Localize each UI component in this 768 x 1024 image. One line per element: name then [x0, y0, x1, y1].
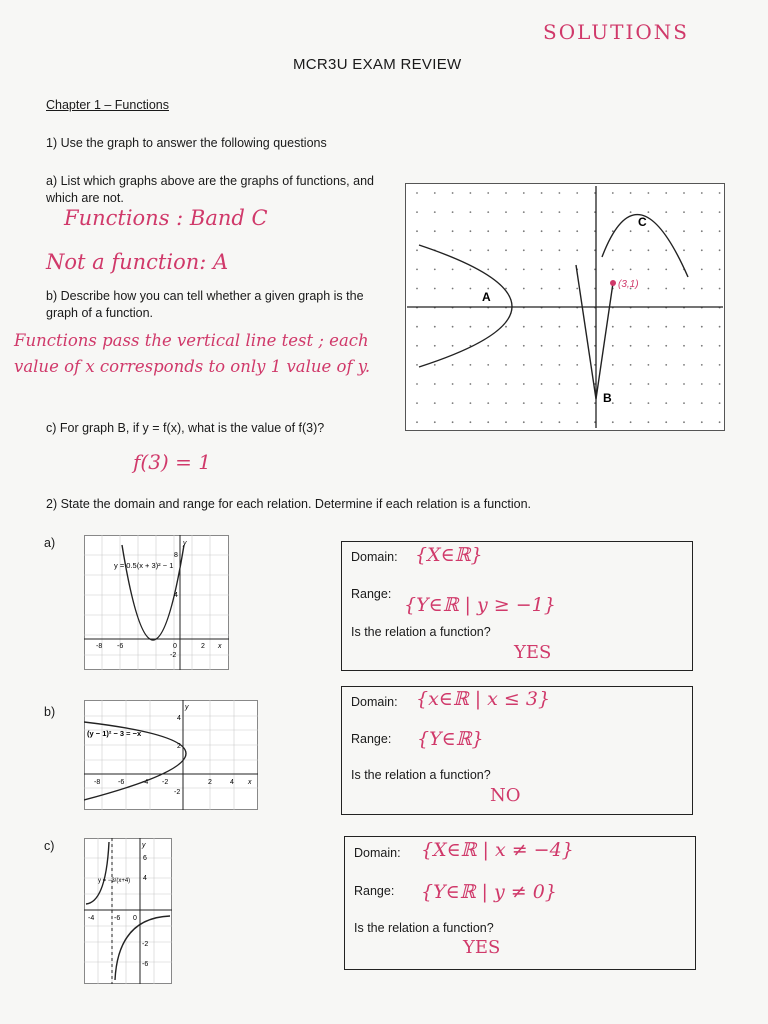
q2c-answer-box: [344, 836, 696, 970]
grid-dot: [683, 383, 685, 385]
grid-dot: [523, 383, 525, 385]
grid-dot: [701, 211, 703, 213]
point-3-1-marker: [610, 280, 616, 286]
grid-dot: [648, 383, 650, 385]
grid-dot: [541, 269, 543, 271]
q2a-domain-value: {X∈ℝ}: [415, 544, 483, 566]
grid-dot: [452, 345, 454, 347]
grid-dot: [523, 402, 525, 404]
q2c-tick: -6: [142, 961, 149, 968]
q2a-tick: 2: [201, 643, 205, 650]
q2c-range-value: {Y∈ℝ | y ≠ 0}: [421, 881, 557, 903]
q2c-function-answer: YES: [463, 937, 501, 958]
grid-dot: [452, 192, 454, 194]
grid-dot: [559, 288, 561, 290]
q2b-tick: 2: [208, 779, 212, 786]
q2c-tick: -4: [88, 915, 95, 922]
q1c-answer: f(3) = 1: [133, 450, 211, 474]
grid-dot: [683, 364, 685, 366]
grid-dot: [665, 249, 667, 251]
grid-dot: [541, 364, 543, 366]
grid-dot: [612, 326, 614, 328]
grid-dot: [541, 249, 543, 251]
grid-dot: [665, 326, 667, 328]
grid-dot: [576, 345, 578, 347]
grid-dot: [541, 421, 543, 423]
grid-dot: [416, 192, 418, 194]
grid-dot: [576, 326, 578, 328]
grid-dot: [719, 288, 721, 290]
q2a-tick: y: [183, 540, 187, 547]
q2c-tick: -2: [142, 941, 149, 948]
grid-dot: [559, 383, 561, 385]
grid-dot: [487, 211, 489, 213]
grid-dot: [719, 230, 721, 232]
q1a-answer-not-function: Not a function: A: [46, 250, 229, 274]
grid-dot: [541, 326, 543, 328]
q2b-tick: 4: [230, 779, 234, 786]
grid-dot: [665, 211, 667, 213]
grid-dot: [487, 269, 489, 271]
grid-dot: [505, 269, 507, 271]
grid-dot: [559, 192, 561, 194]
grid-dot: [434, 326, 436, 328]
grid-dot: [701, 269, 703, 271]
graph-label-c: C: [638, 215, 647, 229]
grid-dot: [470, 364, 472, 366]
grid-dot: [559, 364, 561, 366]
grid-dot: [648, 364, 650, 366]
grid-dot: [523, 269, 525, 271]
grid-dot: [487, 402, 489, 404]
q2a-range-value: {Y∈ℝ | y ≥ −1}: [404, 594, 556, 616]
grid-dot: [505, 326, 507, 328]
q2b-graph: [84, 700, 258, 810]
grid-dot: [719, 345, 721, 347]
q1a-text: a) List which graphs above are the graphs of functions, and which are not.: [46, 174, 374, 205]
grid-dot: [452, 269, 454, 271]
grid-dot: [630, 383, 632, 385]
grid-dot: [416, 230, 418, 232]
grid-dot: [505, 345, 507, 347]
grid-dot: [648, 345, 650, 347]
grid-dot: [416, 383, 418, 385]
grid-dot: [612, 345, 614, 347]
grid-dot: [416, 421, 418, 423]
grid-dot: [683, 192, 685, 194]
q2a-tick: -8: [96, 643, 103, 650]
q2b-tick: x: [248, 779, 252, 786]
grid-dot: [701, 192, 703, 194]
q2a-answer-box: [341, 541, 693, 671]
q2a-tick: x: [218, 643, 222, 650]
grid-dot: [416, 364, 418, 366]
q1-prompt: 1) Use the graph to answer the following questions: [46, 136, 327, 150]
q2c-range-label: Range:: [354, 884, 395, 898]
grid-dot: [452, 211, 454, 213]
q2a-graph: [84, 535, 229, 670]
grid-dot: [719, 249, 721, 251]
q2b-letter: b): [44, 705, 56, 719]
grid-dot: [523, 211, 525, 213]
grid-dot: [523, 345, 525, 347]
grid-dot: [416, 288, 418, 290]
grid-dot: [470, 269, 472, 271]
q2c-equation: y = −3/(x+4): [98, 878, 131, 884]
grid-dot: [630, 326, 632, 328]
grid-dot: [719, 383, 721, 385]
grid-dot: [416, 211, 418, 213]
q2c-letter: c): [44, 839, 55, 853]
grid-dot: [434, 402, 436, 404]
q2b-tick: 2: [177, 743, 181, 750]
q2c-function-question: Is the relation a function?: [354, 921, 494, 935]
grid-dot: [683, 345, 685, 347]
grid-dot: [665, 269, 667, 271]
chapter-heading: Chapter 1 – Functions: [46, 98, 169, 112]
grid-dot: [541, 230, 543, 232]
q2b-tick: -8: [94, 779, 101, 786]
grid-dot: [470, 402, 472, 404]
q2b-function-question: Is the relation a function?: [351, 768, 491, 782]
grid-dot: [648, 192, 650, 194]
q2b-range-label: Range:: [351, 732, 392, 746]
q2a-tick: -2: [170, 652, 177, 659]
grid-dot: [434, 211, 436, 213]
grid-dot: [576, 288, 578, 290]
grid-dot: [630, 230, 632, 232]
grid-dot: [541, 192, 543, 194]
q2c-tick: 0: [133, 915, 137, 922]
q2b-tick: -2: [162, 779, 169, 786]
grid-dot: [487, 192, 489, 194]
grid-dot: [487, 249, 489, 251]
grid-dot: [665, 421, 667, 423]
grid-dot: [683, 421, 685, 423]
grid-dot: [505, 421, 507, 423]
grid-dot: [434, 364, 436, 366]
grid-dot: [541, 345, 543, 347]
grid-dot: [701, 421, 703, 423]
q2a-range-label: Range:: [351, 587, 392, 601]
q2b-tick: -6: [118, 779, 125, 786]
grid-dot: [434, 345, 436, 347]
grid-dot: [505, 230, 507, 232]
grid-dot: [470, 288, 472, 290]
grid-dot: [683, 211, 685, 213]
q2b-answer-box: [341, 686, 693, 815]
grid-dot: [576, 230, 578, 232]
grid-dot: [487, 364, 489, 366]
grid-dot: [683, 249, 685, 251]
grid-dot: [683, 402, 685, 404]
grid-dot: [559, 345, 561, 347]
grid-dot: [612, 364, 614, 366]
q2a-function-question: Is the relation a function?: [351, 625, 491, 639]
q2c-domain-label: Domain:: [354, 846, 401, 860]
q2a-tick: 4: [174, 592, 178, 599]
grid-dot: [470, 192, 472, 194]
grid-dot: [701, 288, 703, 290]
grid-dot: [487, 345, 489, 347]
grid-dot: [470, 211, 472, 213]
q2b-tick: -2: [174, 789, 181, 796]
q2a-tick: -6: [117, 643, 124, 650]
grid-dot: [648, 249, 650, 251]
grid-dot: [559, 402, 561, 404]
q2c-tick: -6: [114, 915, 121, 922]
grid-dot: [523, 249, 525, 251]
grid-dot: [487, 421, 489, 423]
grid-dot: [576, 211, 578, 213]
grid-dot: [470, 326, 472, 328]
grid-dot: [434, 421, 436, 423]
q2b-domain-label: Domain:: [351, 695, 398, 709]
grid-dot: [541, 288, 543, 290]
grid-dot: [576, 383, 578, 385]
grid-dot: [434, 192, 436, 194]
grid-dot: [523, 421, 525, 423]
grid-dot: [559, 269, 561, 271]
grid-dot: [630, 345, 632, 347]
q2a-domain-label: Domain:: [351, 550, 398, 564]
q2b-function-answer: NO: [490, 785, 521, 806]
grid-dot: [434, 230, 436, 232]
q2a-equation: y = 0.5(x + 3)² − 1: [114, 561, 174, 570]
grid-dot: [559, 211, 561, 213]
grid-dot: [648, 421, 650, 423]
grid-dot: [487, 383, 489, 385]
grid-dot: [434, 288, 436, 290]
grid-dot: [612, 402, 614, 404]
grid-dot: [559, 421, 561, 423]
grid-dot: [505, 364, 507, 366]
grid-dot: [630, 421, 632, 423]
q2c-tick: y: [142, 842, 146, 849]
q2c-tick: 4: [143, 875, 147, 882]
q1a-answer-functions: Functions : Band C: [64, 206, 268, 230]
graph-label-a: A: [482, 290, 491, 304]
q2a-tick: 8: [174, 552, 178, 559]
grid-dot: [630, 192, 632, 194]
q2b-range-value: {Y∈ℝ}: [417, 728, 484, 750]
grid-dot: [612, 211, 614, 213]
grid-dot: [648, 269, 650, 271]
grid-dot: [452, 364, 454, 366]
grid-dot: [505, 383, 507, 385]
grid-dot: [487, 230, 489, 232]
q1-graph: [405, 183, 725, 431]
grid-dot: [416, 249, 418, 251]
q2a-tick: 0: [173, 643, 177, 650]
grid-dot: [416, 402, 418, 404]
grid-dot: [487, 326, 489, 328]
grid-dot: [452, 249, 454, 251]
grid-dot: [505, 211, 507, 213]
q1b-text: b) Describe how you can tell whether a given graph is the graph of a function.: [46, 289, 364, 320]
grid-dot: [612, 249, 614, 251]
grid-dot: [523, 326, 525, 328]
grid-dot: [452, 288, 454, 290]
point-label: (3,1): [618, 279, 639, 290]
grid-dot: [505, 192, 507, 194]
grid-dot: [648, 326, 650, 328]
grid-dot: [523, 288, 525, 290]
grid-dot: [452, 230, 454, 232]
grid-dot: [701, 345, 703, 347]
grid-dot: [630, 364, 632, 366]
q2c-graph: [84, 838, 172, 984]
grid-dot: [452, 421, 454, 423]
grid-dot: [576, 421, 578, 423]
q2c-tick: 6: [143, 855, 147, 862]
grid-dot: [665, 230, 667, 232]
q2-prompt: 2) State the domain and range for each relation. Determine if each relation is a function.: [46, 497, 532, 511]
grid-dot: [719, 211, 721, 213]
solutions-stamp: SOLUTIONS: [543, 20, 689, 44]
grid-dot: [701, 326, 703, 328]
grid-dot: [701, 383, 703, 385]
grid-dot: [523, 192, 525, 194]
grid-dot: [701, 230, 703, 232]
q2a-letter: a): [44, 536, 56, 550]
grid-dot: [630, 269, 632, 271]
grid-dot: [683, 326, 685, 328]
grid-dot: [612, 269, 614, 271]
grid-dot: [612, 383, 614, 385]
grid-dot: [665, 364, 667, 366]
grid-dot: [541, 211, 543, 213]
grid-dot: [719, 269, 721, 271]
grid-dot: [452, 326, 454, 328]
grid-dot: [470, 230, 472, 232]
q1c-text: c) For graph B, if y = f(x), what is the value of f(3)?: [46, 421, 325, 435]
grid-dot: [719, 364, 721, 366]
grid-dot: [559, 249, 561, 251]
grid-dot: [434, 383, 436, 385]
q2b-tick: y: [185, 704, 189, 711]
grid-dot: [648, 402, 650, 404]
grid-dot: [576, 364, 578, 366]
grid-dot: [612, 192, 614, 194]
q2b-equation: (y − 1)² − 3 = −x: [87, 729, 142, 738]
grid-dot: [719, 402, 721, 404]
grid-dot: [630, 249, 632, 251]
grid-dot: [559, 230, 561, 232]
grid-dot: [541, 383, 543, 385]
grid-dot: [559, 326, 561, 328]
grid-dot: [665, 345, 667, 347]
grid-dot: [630, 211, 632, 213]
grid-dot: [648, 211, 650, 213]
grid-dot: [701, 249, 703, 251]
grid-dot: [470, 383, 472, 385]
grid-dot: [612, 421, 614, 423]
grid-dot: [523, 364, 525, 366]
grid-dot: [665, 288, 667, 290]
q2b-tick: 4: [177, 715, 181, 722]
page-title: MCR3U EXAM REVIEW: [293, 56, 462, 73]
grid-dot: [630, 402, 632, 404]
q2b-tick: -4: [142, 779, 149, 786]
q2a-function-answer: YES: [514, 642, 552, 663]
grid-dot: [416, 345, 418, 347]
grid-dot: [523, 230, 525, 232]
grid-dot: [505, 249, 507, 251]
grid-dot: [416, 326, 418, 328]
grid-dot: [470, 249, 472, 251]
grid-dot: [665, 192, 667, 194]
grid-dot: [701, 364, 703, 366]
grid-dot: [665, 383, 667, 385]
grid-dot: [719, 421, 721, 423]
q1b-answer: Functions pass the vertical line test ; each value of x corresponds to only 1 value of y.: [14, 331, 371, 376]
grid-dot: [701, 402, 703, 404]
q2b-domain-value: {x∈ℝ | x ≤ 3}: [416, 688, 551, 710]
grid-dot: [452, 402, 454, 404]
grid-dot: [505, 402, 507, 404]
grid-dot: [416, 269, 418, 271]
grid-dot: [470, 421, 472, 423]
graph-label-b: B: [603, 391, 612, 405]
grid-dot: [648, 230, 650, 232]
grid-dot: [576, 402, 578, 404]
grid-dot: [719, 326, 721, 328]
grid-dot: [576, 192, 578, 194]
q2c-domain-value: {X∈ℝ | x ≠ −4}: [421, 839, 574, 861]
grid-dot: [719, 192, 721, 194]
grid-dot: [683, 288, 685, 290]
grid-dot: [541, 402, 543, 404]
grid-dot: [452, 383, 454, 385]
grid-dot: [648, 288, 650, 290]
grid-dot: [434, 269, 436, 271]
grid-dot: [665, 402, 667, 404]
grid-dot: [683, 230, 685, 232]
grid-dot: [576, 249, 578, 251]
